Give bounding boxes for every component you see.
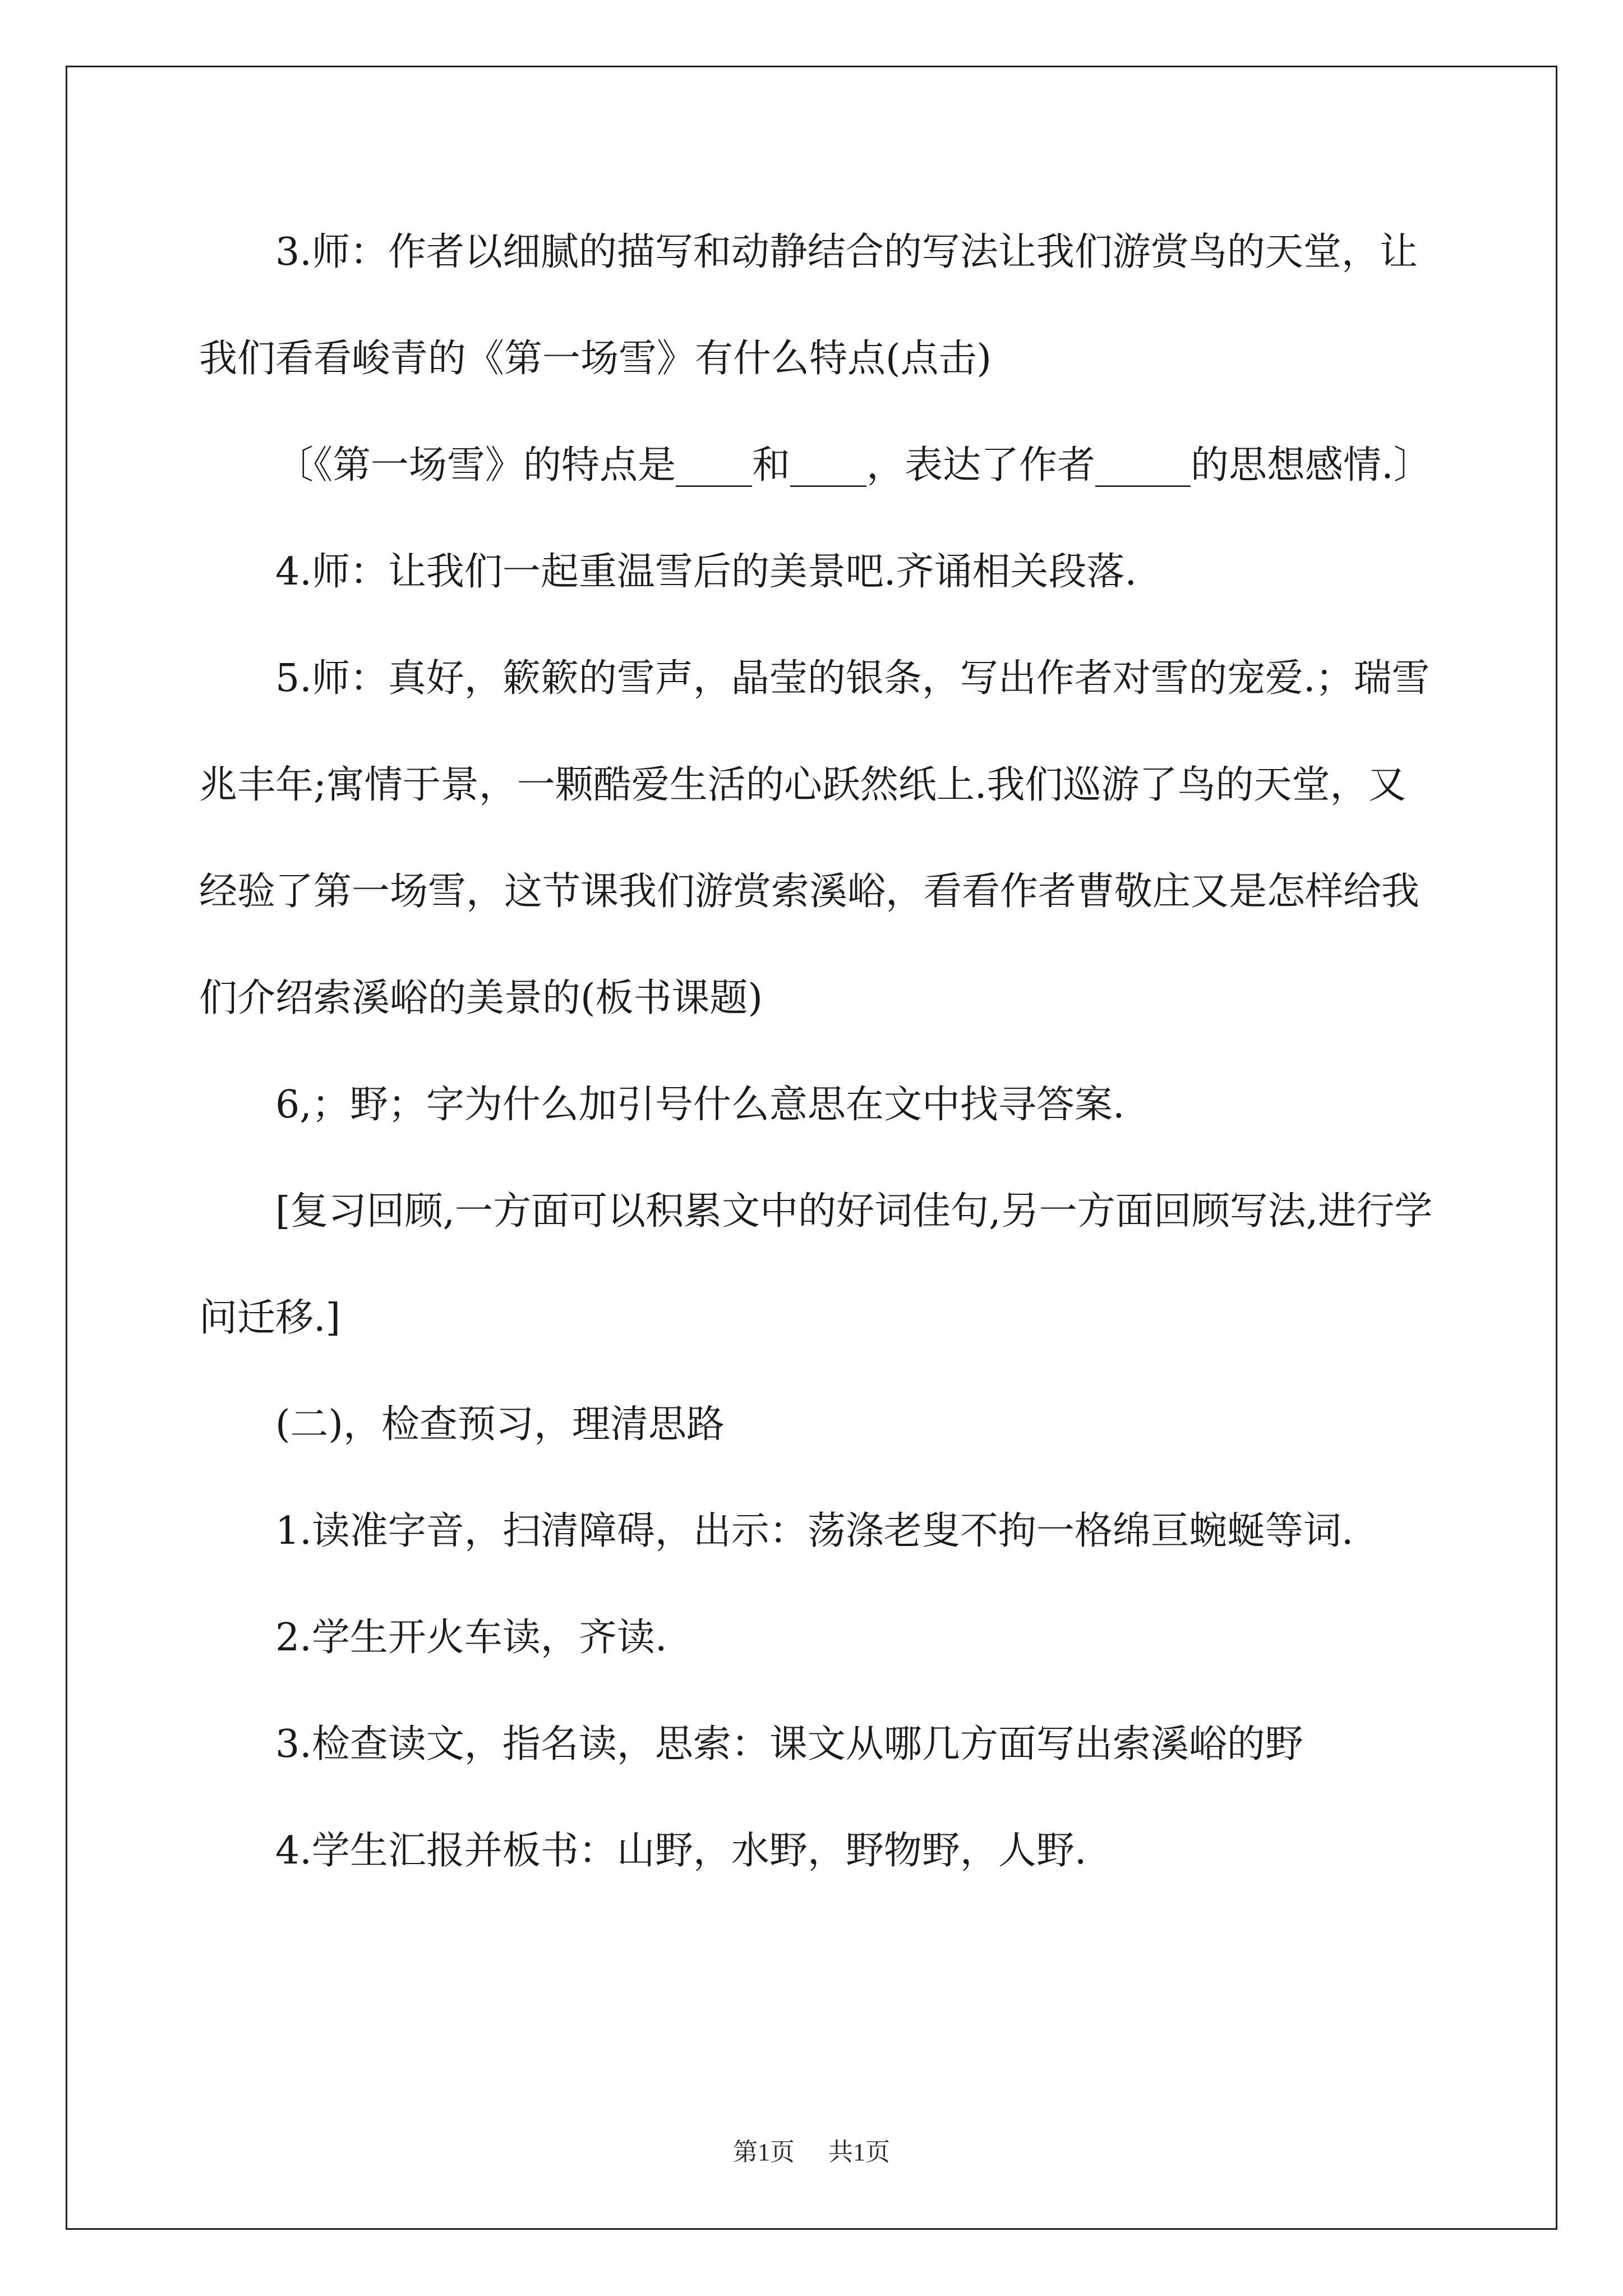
paragraph-7: (二)，检查预习，理清思路 — [275, 1402, 725, 1447]
page-number-current: 第1页 — [733, 2138, 795, 2166]
paragraph-1: 3.师：作者以细腻的描写和动静结合的写法让我们游赏鸟的天堂，让我们看看峻青的《第一场雪》有什么特点(点击) — [199, 230, 1418, 381]
document-body — [199, 199, 1433, 1904]
page-footer — [0, 2132, 1623, 2168]
paragraph-5: 6,；野；字为什么加引号什么意思在文中找寻答案. — [275, 1083, 1125, 1127]
page-number-total: 共1页 — [828, 2138, 890, 2166]
paragraph-3: 4.师：让我们一起重温雪后的美景吧.齐诵相关段落. — [275, 550, 1137, 594]
paragraph-9: 2.学生开火车读，齐读. — [275, 1616, 667, 1660]
paragraph-2: 〔《第一场雪》的特点是____和____，表达了作者_____的思想感情.〕 — [275, 443, 1432, 487]
paragraph-4: 5.师：真好，簌簌的雪声，晶莹的银条，写出作者对雪的宠爱.；瑞雪兆丰年;寓情于景，一颗酷爱生活的心跃然纸上.我们巡游了鸟的天堂，又经验了第一场雪，这节课我们游赏索溪峪，看看作者曹敬庄又是怎样给我们介绍索溪峪的美景的(板书课题) — [199, 656, 1430, 1020]
paragraph-11: 4.学生汇报并板书：山野，水野，野物野，人野. — [275, 1829, 1087, 1873]
paragraph-10: 3.检查读文，指名读，思索：课文从哪几方面写出索溪峪的野 — [275, 1722, 1303, 1766]
paragraph-8: 1.读准字音，扫清障碍，出示：荡涤老叟不拘一格绵亘蜿蜒等词. — [275, 1509, 1354, 1553]
paragraph-6: [复习回顾,一方面可以积累文中的好词佳句,另一方面回顾写法,进行学问迁移.] — [199, 1189, 1433, 1340]
